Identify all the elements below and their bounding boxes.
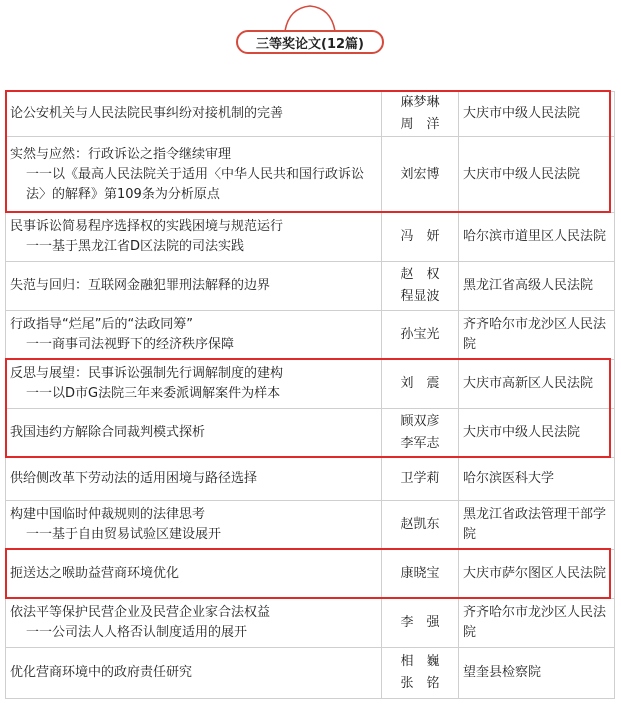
table-row xyxy=(6,213,615,262)
author-name: 刘宏博 xyxy=(400,166,440,182)
paper-unit: 大庆市中级人民法院 xyxy=(459,137,615,213)
paper-title: 民事诉讼简易程序选择权的实践困境与规范运行 xyxy=(10,219,284,234)
table-row xyxy=(6,648,615,699)
paper-authors-cell xyxy=(382,213,459,262)
section-title: 三等奖论文(12篇) xyxy=(236,30,384,54)
paper-subtitle: 一一基于黑龙江省D区法院的司法实践 xyxy=(26,239,245,254)
paper-authors-cell xyxy=(382,648,459,699)
paper-title: 行政指导“烂尾”后的“法政同筹” xyxy=(10,317,193,332)
author-name: 刘 震 xyxy=(400,376,440,391)
paper-unit: 大庆市中级人民法院 xyxy=(459,92,615,137)
table-row xyxy=(6,92,615,137)
paper-title: 扼送达之喉助益营商环境优化 xyxy=(10,566,180,581)
paper-unit: 望奎县检察院 xyxy=(459,648,615,699)
table-row xyxy=(6,360,615,409)
author-name: 顾双彦 xyxy=(400,414,440,429)
paper-subtitle: 一一以D市G法院三年来委派调解案件为样本 xyxy=(26,386,281,401)
author-name: 李 强 xyxy=(400,615,440,630)
paper-unit: 哈尔滨医科大学 xyxy=(459,458,615,501)
author-name: 孙宝光 xyxy=(400,327,440,342)
paper-title-cell xyxy=(6,137,382,213)
paper-title-cell xyxy=(6,458,382,501)
paper-title-cell xyxy=(6,213,382,262)
table-row xyxy=(6,137,615,213)
author-name: 麻梦琳 xyxy=(400,95,440,110)
author-name: 张 铭 xyxy=(400,676,440,691)
paper-subtitle: 一一商事司法视野下的经济秩序保障 xyxy=(26,337,235,352)
table-row xyxy=(6,501,615,550)
paper-unit: 黑龙江省政法管理干部学院 xyxy=(459,501,615,550)
paper-title: 供给侧改革下劳动法的适用困境与路径选择 xyxy=(10,471,258,486)
paper-unit: 大庆市中级人民法院 xyxy=(459,409,615,458)
author-name: 周 洋 xyxy=(400,117,440,132)
paper-subtitle: 一一公司法人人格否认制度适用的展开 xyxy=(26,625,248,640)
header xyxy=(0,0,621,70)
paper-title: 论公安机关与人民法院民事纠纷对接机制的完善 xyxy=(10,106,284,121)
paper-title: 构建中国临时仲裁规则的法律思考 xyxy=(10,507,206,522)
paper-unit: 哈尔滨市道里区人民法院 xyxy=(459,213,615,262)
table-row xyxy=(6,409,615,458)
paper-authors-cell xyxy=(382,409,459,458)
decorative-arc-icon xyxy=(283,4,337,31)
paper-title: 失范与回归：互联网金融犯罪刑法解释的边界 xyxy=(10,278,271,293)
paper-subtitle: 一一以《最高人民法院关于适用〈中华人民共和国行政诉讼法〉的解释》第109条为分析原点 xyxy=(26,166,365,202)
table-row xyxy=(6,599,615,648)
paper-title-cell xyxy=(6,262,382,311)
paper-unit: 齐齐哈尔市龙沙区人民法院 xyxy=(459,599,615,648)
paper-title: 反思与展望：民事诉讼强制先行调解制度的建构 xyxy=(10,366,284,381)
awards-table xyxy=(5,91,615,699)
paper-authors-cell xyxy=(382,311,459,360)
paper-title-cell xyxy=(6,311,382,360)
author-name: 李军志 xyxy=(400,436,440,451)
paper-subtitle: 一一基于自由贸易试验区建设展开 xyxy=(26,527,222,542)
paper-title-cell xyxy=(6,550,382,599)
paper-authors-cell xyxy=(382,262,459,311)
paper-authors-cell xyxy=(382,599,459,648)
paper-unit: 齐齐哈尔市龙沙区人民法院 xyxy=(459,311,615,360)
paper-title-cell xyxy=(6,409,382,458)
paper-authors-cell xyxy=(382,360,459,409)
table-row xyxy=(6,311,615,360)
table-row xyxy=(6,550,615,599)
paper-authors-cell xyxy=(382,550,459,599)
paper-authors-cell xyxy=(382,92,459,137)
paper-title: 依法平等保护民营企业及民营企业家合法权益 xyxy=(10,605,271,620)
paper-authors-cell xyxy=(382,458,459,501)
table-row xyxy=(6,458,615,501)
paper-title-cell xyxy=(6,360,382,409)
table-row xyxy=(6,262,615,311)
paper-title-cell xyxy=(6,599,382,648)
author-name: 赵 权 xyxy=(400,267,440,282)
paper-title-cell xyxy=(6,92,382,137)
paper-title: 实然与应然：行政诉讼之指令继续审理 xyxy=(10,146,232,162)
paper-unit: 黑龙江省高级人民法院 xyxy=(459,262,615,311)
author-name: 相 巍 xyxy=(400,654,440,669)
paper-authors-cell xyxy=(382,137,459,213)
paper-title: 优化营商环境中的政府责任研究 xyxy=(10,665,193,680)
author-name: 冯 妍 xyxy=(400,229,440,244)
paper-authors-cell xyxy=(382,501,459,550)
paper-unit: 大庆市萨尔图区人民法院 xyxy=(459,550,615,599)
author-name: 赵凯东 xyxy=(400,517,440,532)
author-name: 康晓宝 xyxy=(400,566,440,581)
author-name: 程显波 xyxy=(400,289,440,304)
paper-title: 我国违约方解除合同裁判模式探析 xyxy=(10,425,206,440)
author-name: 卫学莉 xyxy=(400,471,440,486)
paper-unit: 大庆市高新区人民法院 xyxy=(459,360,615,409)
paper-title-cell xyxy=(6,648,382,699)
paper-title-cell xyxy=(6,501,382,550)
